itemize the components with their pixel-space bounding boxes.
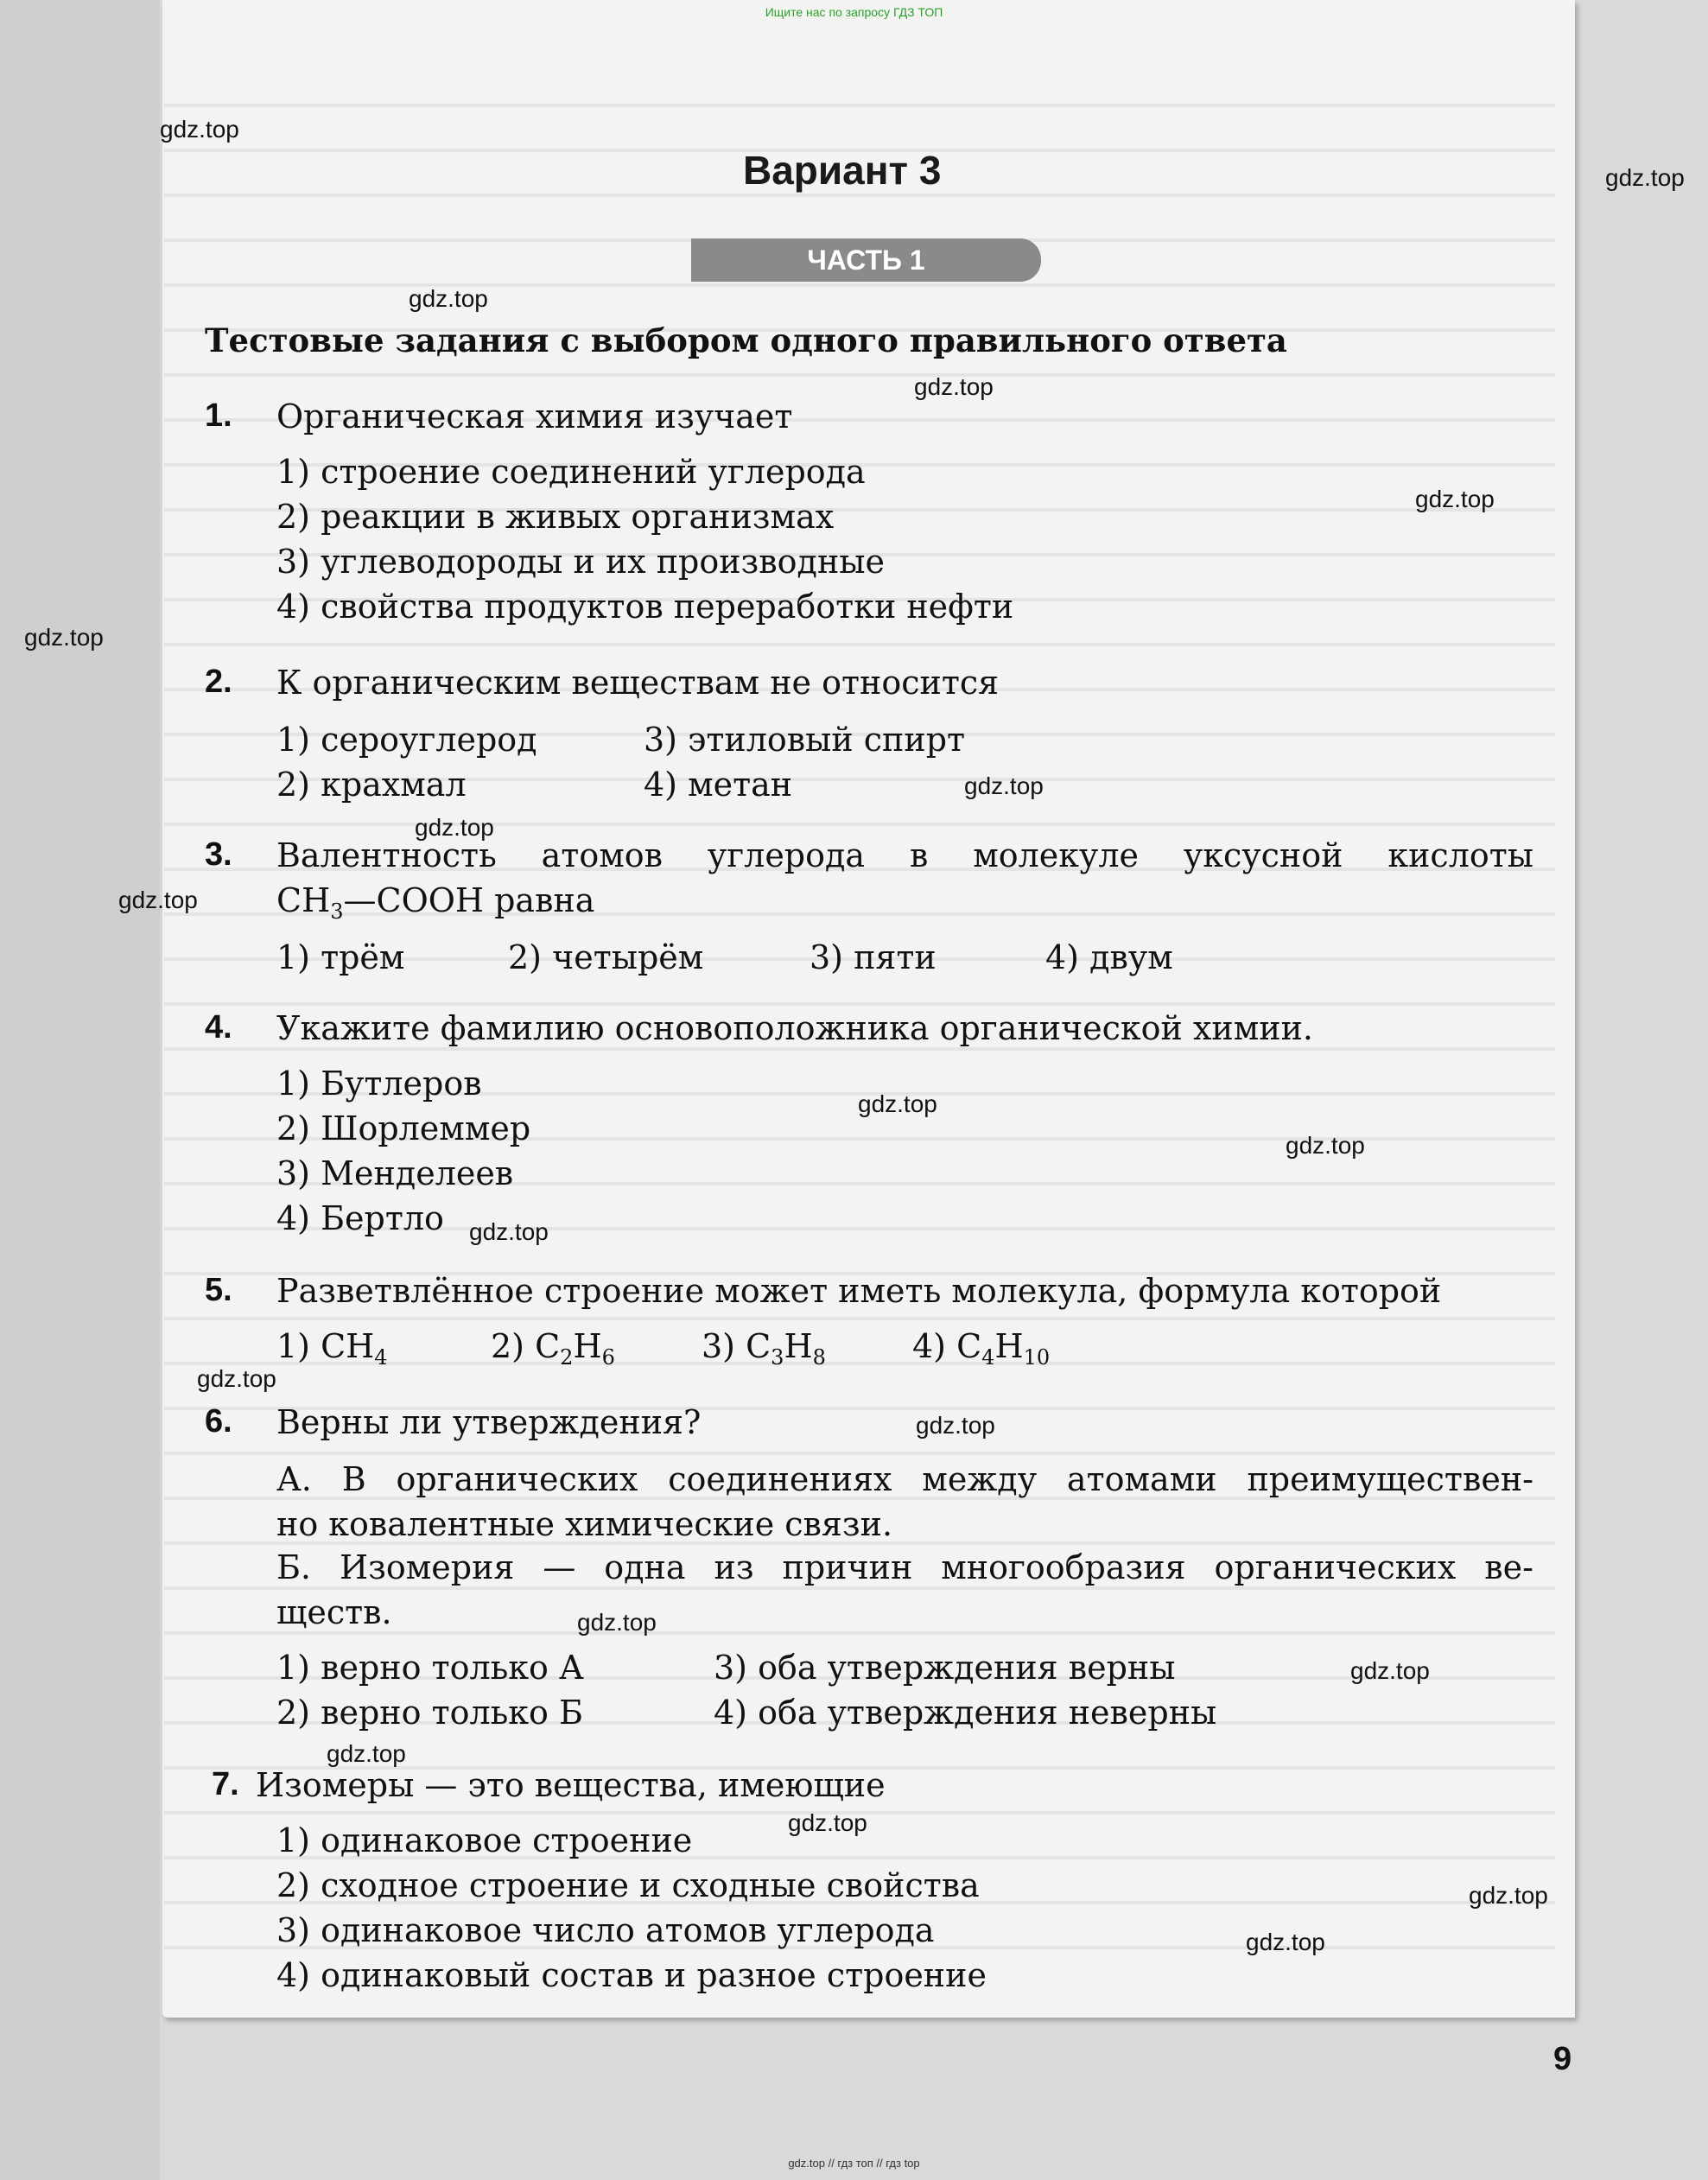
question-number: 2. (205, 664, 232, 700)
question-text: К органическим веществам не относится (276, 664, 1000, 702)
question-text: Органическая химия изучает (276, 397, 793, 435)
question-number: 3. (205, 836, 232, 873)
option: 2) сходное строение и сходные свойства (276, 1866, 980, 1904)
page-number: 9 (1553, 2041, 1572, 2077)
option: 2) четырём (508, 938, 704, 976)
variant-title: Вариант 3 (743, 148, 942, 193)
option: 1) Бутлеров (276, 1065, 482, 1103)
question-text: Валентность атомов углерода в молекуле уксусной кислоты (276, 836, 1533, 874)
question-number: 7. (212, 1766, 239, 1802)
option: 3) пяти (810, 938, 937, 976)
statement-b-cont: ществ. (276, 1593, 392, 1631)
watermark: gdz.top (914, 373, 994, 400)
question-number: 4. (205, 1009, 232, 1046)
watermark: gdz.top (1415, 486, 1495, 512)
question-text: Укажите фамилию основоположника органической химии. (276, 1009, 1314, 1047)
section-heading: Тестовые задания с выбором одного правильного ответа (205, 321, 1287, 359)
option: 2) $C_2H_6$ (491, 1327, 615, 1370)
part-badge (691, 238, 1041, 282)
statement-a-cont: но ковалентные химические связи. (276, 1505, 893, 1543)
option: 4) Бертло (276, 1199, 444, 1237)
watermark: gdz.top (916, 1412, 995, 1439)
watermark: gdz.top (1469, 1882, 1548, 1909)
watermark: gdz.top (1605, 164, 1685, 191)
statement-b: Б. Изомерия — одна из причин многообразия органических ве- (276, 1548, 1533, 1586)
top-note: Ищите нас по запросу ГДЗ ТОП (765, 5, 943, 19)
option: 1) трём (276, 938, 405, 976)
question-number: 6. (205, 1403, 232, 1440)
question-text: Разветвлённое строение может иметь молекула, формула которой (276, 1272, 1442, 1310)
option: 3) этиловый спирт (644, 721, 966, 759)
question-number: 1. (205, 397, 232, 434)
watermark: gdz.top (118, 887, 198, 913)
part-label: ЧАСТЬ 1 (807, 244, 925, 276)
option: 4) оба утверждения неверны (714, 1694, 1217, 1732)
page-background-left (0, 0, 160, 2180)
option: 2) верно только Б (276, 1694, 583, 1732)
option: 4) свойства продуктов переработки нефти (276, 588, 1014, 626)
option: 4) $C_4H_{10}$ (912, 1327, 1051, 1370)
option: 3) Менделеев (276, 1154, 514, 1192)
statement-a: А. В органических соединениях между атомами преимуществен- (276, 1460, 1533, 1498)
option: 3) оба утверждения верны (714, 1649, 1176, 1687)
question-text-cont: $CH_3—COOH$ равна (276, 881, 595, 924)
watermark: gdz.top (327, 1740, 406, 1767)
watermark: gdz.top (1246, 1929, 1325, 1955)
option: 1) сероуглерод (276, 721, 537, 759)
option: 4) метан (644, 766, 793, 804)
option: 2) Шорлеммер (276, 1109, 531, 1147)
option: 4) двум (1045, 938, 1173, 976)
watermark: gdz.top (469, 1218, 549, 1245)
option: 1) верно только А (276, 1649, 584, 1687)
question-number: 5. (205, 1272, 232, 1308)
watermark: gdz.top (858, 1090, 937, 1117)
option: 2) реакции в живых организмах (276, 498, 835, 536)
question-text: Верны ли утверждения? (276, 1403, 702, 1441)
watermark: gdz.top (1350, 1657, 1430, 1684)
watermark: gdz.top (160, 116, 239, 143)
watermark: gdz.top (788, 1809, 867, 1836)
watermark: gdz.top (24, 624, 104, 651)
option: 4) одинаковый состав и разное строение (276, 1956, 987, 1994)
option: 1) $CH_4$ (276, 1327, 388, 1370)
watermark: gdz.top (197, 1365, 276, 1392)
watermark: gdz.top (577, 1609, 657, 1636)
question-text: Изомеры — это вещества, имеющие (256, 1766, 886, 1804)
watermark: gdz.top (964, 772, 1044, 799)
footer-note: gdz.top // гдз топ // гдз top (788, 2157, 920, 2170)
option: 1) строение соединений углерода (276, 453, 866, 491)
watermark: gdz.top (409, 285, 488, 312)
option: 3) углеводороды и их производные (276, 543, 886, 581)
watermark: gdz.top (415, 814, 494, 841)
option: 2) крахмал (276, 766, 467, 804)
option: 3) одинаковое число атомов углерода (276, 1911, 935, 1949)
option: 1) одинаковое строение (276, 1821, 693, 1859)
option: 3) $C_3H_8$ (702, 1327, 826, 1370)
watermark: gdz.top (1286, 1132, 1365, 1159)
